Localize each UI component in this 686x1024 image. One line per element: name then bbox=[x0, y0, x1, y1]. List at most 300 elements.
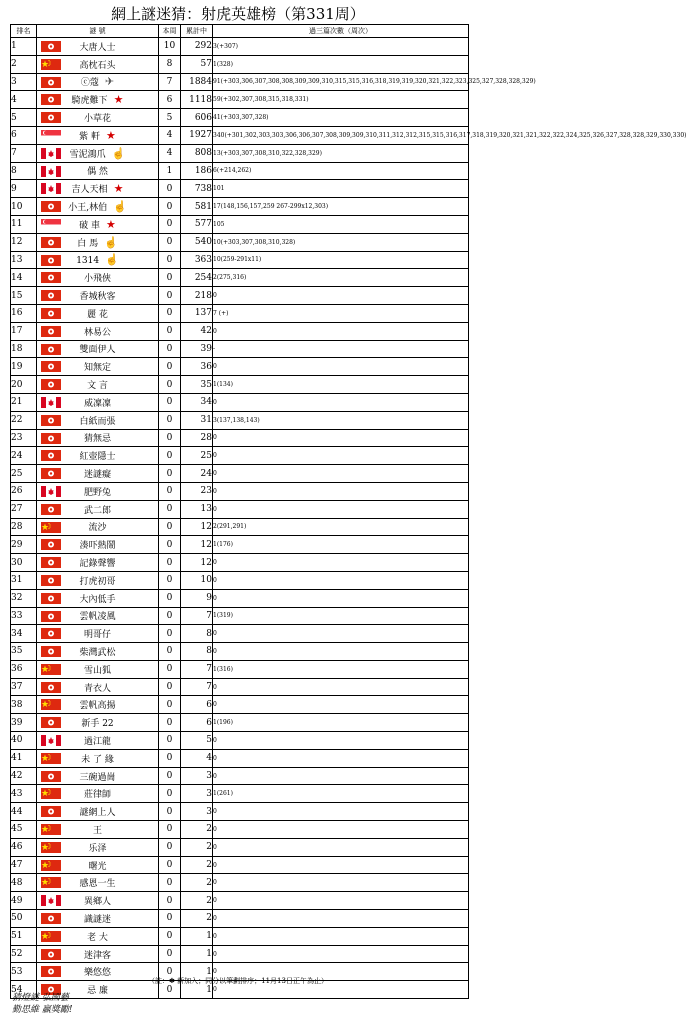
rank-cell: 24 bbox=[11, 447, 37, 465]
total-score-cell: 2 bbox=[181, 874, 213, 892]
player-name: 小飛俠 bbox=[83, 274, 111, 285]
history-cell: 0 bbox=[213, 643, 469, 661]
week-score-cell: 0 bbox=[159, 732, 181, 750]
week-score-cell: 0 bbox=[159, 678, 181, 696]
rank-cell: 29 bbox=[11, 536, 37, 554]
table-row bbox=[11, 198, 469, 216]
history-cell: 0 bbox=[213, 856, 469, 874]
total-score-cell: 738 bbox=[181, 180, 213, 198]
table-row bbox=[11, 251, 469, 269]
player-name: 王 bbox=[92, 825, 102, 836]
player-name: 新手 22 bbox=[81, 719, 114, 730]
rank-cell: 28 bbox=[11, 518, 37, 536]
week-score-cell: 0 bbox=[159, 821, 181, 839]
week-score-cell: 8 bbox=[159, 55, 181, 73]
history-cell: 1(319) bbox=[213, 607, 469, 625]
table-row bbox=[11, 785, 469, 803]
total-score-cell: 8 bbox=[181, 625, 213, 643]
player-name: 流沙 bbox=[88, 523, 107, 534]
rank-cell: 48 bbox=[11, 874, 37, 892]
total-score-cell: 12 bbox=[181, 518, 213, 536]
canada-flag-icon bbox=[41, 895, 61, 906]
header-name: 謎 號 bbox=[37, 25, 159, 38]
table-row bbox=[11, 945, 469, 963]
total-score-cell: 292 bbox=[181, 38, 213, 56]
player-name: 騎虎難下 bbox=[71, 96, 108, 107]
week-score-cell: 0 bbox=[159, 465, 181, 483]
hong-kong-flag-icon bbox=[41, 771, 61, 782]
table-row bbox=[11, 518, 469, 536]
name-cell bbox=[37, 91, 159, 109]
week-score-cell: 0 bbox=[159, 607, 181, 625]
rank-cell: 49 bbox=[11, 892, 37, 910]
name-cell bbox=[37, 429, 159, 447]
table-header-row bbox=[11, 25, 469, 38]
table-row bbox=[11, 340, 469, 358]
hong-kong-flag-icon bbox=[41, 290, 61, 301]
hong-kong-flag-icon bbox=[41, 415, 61, 426]
table-row bbox=[11, 500, 469, 518]
name-cell bbox=[37, 180, 159, 198]
history-cell: 0 bbox=[213, 910, 469, 928]
player-name: 迷津客 bbox=[83, 950, 111, 961]
history-cell: 0 bbox=[213, 945, 469, 963]
history-cell: 0 bbox=[213, 749, 469, 767]
canada-flag-icon bbox=[41, 166, 61, 177]
player-name: 白紙而張 bbox=[79, 416, 116, 427]
week-score-cell: 0 bbox=[159, 803, 181, 821]
history-cell: 6(+214,262) bbox=[213, 162, 469, 180]
name-cell bbox=[37, 109, 159, 127]
name-cell bbox=[37, 198, 159, 216]
player-name: 湊吓熱鬧 bbox=[79, 541, 116, 552]
week-score-cell: 0 bbox=[159, 322, 181, 340]
name-cell bbox=[37, 304, 159, 322]
rank-cell: 6 bbox=[11, 126, 37, 144]
rank-cell: 13 bbox=[11, 251, 37, 269]
hong-kong-flag-icon bbox=[41, 237, 61, 248]
total-score-cell: 13 bbox=[181, 500, 213, 518]
hong-kong-flag-icon bbox=[41, 308, 61, 319]
footnote: （註：✱ 新加入；同分以筆劃排序；11月13日正午為止） bbox=[148, 977, 328, 985]
table-row bbox=[11, 447, 469, 465]
player-name: 紅壺隱士 bbox=[79, 452, 116, 463]
week-score-cell: 0 bbox=[159, 393, 181, 411]
table-row bbox=[11, 660, 469, 678]
name-cell bbox=[37, 162, 159, 180]
total-score-cell: 1 bbox=[181, 963, 213, 981]
player-name: 肥野兔 bbox=[83, 487, 111, 498]
hong-kong-flag-icon bbox=[41, 433, 61, 444]
player-name: 文 言 bbox=[87, 381, 108, 392]
rank-cell: 25 bbox=[11, 465, 37, 483]
week-score-cell: 0 bbox=[159, 910, 181, 928]
name-cell bbox=[37, 821, 159, 839]
total-score-cell: 2 bbox=[181, 856, 213, 874]
hong-kong-flag-icon bbox=[41, 575, 61, 586]
hong-kong-flag-icon bbox=[41, 539, 61, 550]
rank-cell: 54 bbox=[11, 981, 37, 999]
history-cell: 0 bbox=[213, 732, 469, 750]
red-star-icon: ★ bbox=[113, 93, 124, 107]
table-row bbox=[11, 215, 469, 233]
player-name: 雪山狐 bbox=[83, 665, 111, 676]
rank-cell: 5 bbox=[11, 109, 37, 127]
rank-cell: 1 bbox=[11, 38, 37, 56]
total-score-cell: 363 bbox=[181, 251, 213, 269]
name-cell bbox=[37, 785, 159, 803]
week-score-cell: 0 bbox=[159, 304, 181, 322]
player-name: 三碗過崗 bbox=[79, 772, 116, 783]
player-name: 未 了 緣 bbox=[81, 754, 114, 765]
history-cell: 0 bbox=[213, 874, 469, 892]
hand-icon: ☝ bbox=[113, 200, 127, 214]
table-row bbox=[11, 393, 469, 411]
rank-cell: 34 bbox=[11, 625, 37, 643]
rank-cell: 37 bbox=[11, 678, 37, 696]
week-score-cell: 0 bbox=[159, 287, 181, 305]
canada-flag-icon bbox=[41, 148, 61, 159]
hong-kong-flag-icon bbox=[41, 949, 61, 960]
total-score-cell: 606 bbox=[181, 109, 213, 127]
week-score-cell: 0 bbox=[159, 714, 181, 732]
rank-cell: 9 bbox=[11, 180, 37, 198]
rank-cell: 8 bbox=[11, 162, 37, 180]
history-cell: 0 bbox=[213, 625, 469, 643]
singapore-flag-icon bbox=[41, 130, 61, 141]
week-score-cell: 0 bbox=[159, 376, 181, 394]
history-cell: 1(261) bbox=[213, 785, 469, 803]
table-row bbox=[11, 322, 469, 340]
player-name: 乐泽 bbox=[88, 843, 107, 854]
name-cell bbox=[37, 910, 159, 928]
name-cell bbox=[37, 322, 159, 340]
player-name: 麗 花 bbox=[87, 309, 108, 320]
history-cell: 0 bbox=[213, 803, 469, 821]
hong-kong-flag-icon bbox=[41, 272, 61, 283]
header-rank: 排名 bbox=[11, 25, 37, 38]
rank-cell: 26 bbox=[11, 482, 37, 500]
hong-kong-flag-icon bbox=[41, 77, 61, 88]
history-cell: 10(+303,307,308,310,328) bbox=[213, 233, 469, 251]
name-cell bbox=[37, 678, 159, 696]
hong-kong-flag-icon bbox=[41, 913, 61, 924]
name-cell bbox=[37, 215, 159, 233]
hong-kong-flag-icon bbox=[41, 468, 61, 479]
player-name: 猜無忌 bbox=[83, 434, 111, 445]
name-cell bbox=[37, 625, 159, 643]
table-row bbox=[11, 589, 469, 607]
player-name: 武二郎 bbox=[83, 505, 111, 516]
name-cell bbox=[37, 767, 159, 785]
history-cell: 340(+301,302,303,303,306,306,307,308,309,309,310,311,312,312,315,315,316,317,318,319,320,321,321,322,322,324,325,326,327,328,328,329,330,330) bbox=[213, 126, 469, 144]
name-cell bbox=[37, 696, 159, 714]
week-score-cell: 0 bbox=[159, 625, 181, 643]
header-week: 本周 bbox=[159, 25, 181, 38]
player-name: 雙面伊人 bbox=[79, 345, 116, 356]
player-name: 雲帆凌風 bbox=[79, 612, 116, 623]
history-cell: 0 bbox=[213, 447, 469, 465]
player-name: 雲帆高揚 bbox=[79, 701, 116, 712]
history-cell: 10(259-291x11) bbox=[213, 251, 469, 269]
player-name: 識謎迷 bbox=[83, 914, 111, 925]
total-score-cell: 25 bbox=[181, 447, 213, 465]
player-name: 明哥仔 bbox=[83, 630, 111, 641]
name-cell bbox=[37, 838, 159, 856]
total-score-cell: 254 bbox=[181, 269, 213, 287]
hong-kong-flag-icon bbox=[41, 646, 61, 657]
player-name: 大唐人士 bbox=[79, 42, 116, 53]
rank-cell: 4 bbox=[11, 91, 37, 109]
rank-cell: 45 bbox=[11, 821, 37, 839]
table-row bbox=[11, 678, 469, 696]
hand-icon: ☝ bbox=[111, 146, 126, 160]
rank-cell: 16 bbox=[11, 304, 37, 322]
history-cell: 105 bbox=[213, 215, 469, 233]
china-flag-icon bbox=[41, 699, 61, 710]
total-score-cell: 2 bbox=[181, 821, 213, 839]
total-score-cell: 34 bbox=[181, 393, 213, 411]
week-score-cell: 4 bbox=[159, 126, 181, 144]
name-cell bbox=[37, 571, 159, 589]
history-cell: 3(+307) bbox=[213, 38, 469, 56]
canada-flag-icon bbox=[41, 397, 61, 408]
rank-cell: 3 bbox=[11, 73, 37, 91]
china-flag-icon bbox=[41, 860, 61, 871]
name-cell bbox=[37, 518, 159, 536]
total-score-cell: 31 bbox=[181, 411, 213, 429]
name-cell bbox=[37, 874, 159, 892]
table-row bbox=[11, 803, 469, 821]
name-cell bbox=[37, 643, 159, 661]
rank-cell: 43 bbox=[11, 785, 37, 803]
rank-cell: 19 bbox=[11, 358, 37, 376]
name-cell bbox=[37, 500, 159, 518]
table-row bbox=[11, 55, 469, 73]
table-row bbox=[11, 714, 469, 732]
name-cell bbox=[37, 251, 159, 269]
table-row bbox=[11, 162, 469, 180]
total-score-cell: 6 bbox=[181, 714, 213, 732]
player-name: ⓒ蔻 bbox=[80, 78, 99, 89]
total-score-cell: 28 bbox=[181, 429, 213, 447]
table-row bbox=[11, 732, 469, 750]
table-row bbox=[11, 287, 469, 305]
player-name: 莊律師 bbox=[83, 790, 111, 801]
week-score-cell: 0 bbox=[159, 749, 181, 767]
total-score-cell: 4 bbox=[181, 749, 213, 767]
history-cell: 41(+303,307,328) bbox=[213, 109, 469, 127]
player-name: 白 馬 bbox=[77, 238, 99, 249]
hand-icon: ☝ bbox=[104, 235, 118, 249]
history-cell: 3(137,138,143) bbox=[213, 411, 469, 429]
total-score-cell: 7 bbox=[181, 607, 213, 625]
china-flag-icon bbox=[41, 877, 61, 888]
history-cell: 0 bbox=[213, 981, 469, 999]
total-score-cell: 35 bbox=[181, 376, 213, 394]
hong-kong-flag-icon bbox=[41, 255, 61, 266]
player-name: 香城秋客 bbox=[79, 292, 116, 303]
total-score-cell: 1118 bbox=[181, 91, 213, 109]
table-row bbox=[11, 91, 469, 109]
hong-kong-flag-icon bbox=[41, 41, 61, 52]
rank-cell: 41 bbox=[11, 749, 37, 767]
player-name: 謎網上人 bbox=[79, 808, 116, 819]
week-score-cell: 0 bbox=[159, 518, 181, 536]
player-name: 小王,林伯 bbox=[68, 203, 108, 214]
name-cell bbox=[37, 927, 159, 945]
hong-kong-flag-icon bbox=[41, 806, 61, 817]
week-score-cell: 0 bbox=[159, 554, 181, 572]
week-score-cell: 0 bbox=[159, 767, 181, 785]
total-score-cell: 12 bbox=[181, 554, 213, 572]
table-row bbox=[11, 304, 469, 322]
history-cell: 0 bbox=[213, 767, 469, 785]
total-score-cell: 1 bbox=[181, 945, 213, 963]
player-name: 迷謎癡 bbox=[83, 470, 111, 481]
table-row bbox=[11, 874, 469, 892]
history-cell: 1(176) bbox=[213, 536, 469, 554]
week-score-cell: 0 bbox=[159, 215, 181, 233]
week-score-cell: 0 bbox=[159, 340, 181, 358]
table-row bbox=[11, 927, 469, 945]
rank-cell: 51 bbox=[11, 927, 37, 945]
history-cell: 0 bbox=[213, 322, 469, 340]
history-cell: 0 bbox=[213, 429, 469, 447]
rank-cell: 12 bbox=[11, 233, 37, 251]
rank-cell: 46 bbox=[11, 838, 37, 856]
total-score-cell: 12 bbox=[181, 536, 213, 554]
name-cell bbox=[37, 892, 159, 910]
week-score-cell: 0 bbox=[159, 892, 181, 910]
total-score-cell: 10 bbox=[181, 571, 213, 589]
week-score-cell: 0 bbox=[159, 696, 181, 714]
week-score-cell: 0 bbox=[159, 482, 181, 500]
history-cell: 59(+302,307,308,315,318,331) bbox=[213, 91, 469, 109]
total-score-cell: 36 bbox=[181, 358, 213, 376]
red-star-icon: ★ bbox=[113, 182, 124, 196]
history-cell: 1(196) bbox=[213, 714, 469, 732]
name-cell bbox=[37, 269, 159, 287]
rank-cell: 20 bbox=[11, 376, 37, 394]
canada-flag-icon bbox=[41, 183, 61, 194]
table-row bbox=[11, 73, 469, 91]
name-cell bbox=[37, 945, 159, 963]
ranking-table bbox=[10, 24, 686, 999]
week-score-cell: 0 bbox=[159, 589, 181, 607]
history-cell: 0 bbox=[213, 838, 469, 856]
hong-kong-flag-icon bbox=[41, 379, 61, 390]
player-name: 破 車 bbox=[79, 220, 100, 231]
history-cell: 91(+303,306,307,308,308,309,309,310,315,315,316,318,319,319,320,321,322,323,325,327,328,328,329) bbox=[213, 73, 469, 91]
history-cell: 0 bbox=[213, 482, 469, 500]
name-cell bbox=[37, 732, 159, 750]
hong-kong-flag-icon bbox=[41, 94, 61, 105]
china-flag-icon bbox=[41, 931, 61, 942]
table-row bbox=[11, 910, 469, 928]
player-name: 感恩一生 bbox=[79, 879, 116, 890]
player-name: 青衣人 bbox=[83, 683, 111, 694]
table-row bbox=[11, 358, 469, 376]
week-score-cell: 0 bbox=[159, 447, 181, 465]
history-cell: 0 bbox=[213, 892, 469, 910]
rank-cell: 47 bbox=[11, 856, 37, 874]
name-cell bbox=[37, 55, 159, 73]
total-score-cell: 2 bbox=[181, 910, 213, 928]
table-row bbox=[11, 821, 469, 839]
player-name: 紫 軒 bbox=[79, 131, 100, 142]
rocket-icon: ✈ bbox=[104, 75, 115, 89]
player-name: 雪泥鴻爪 bbox=[69, 149, 106, 160]
china-flag-icon bbox=[41, 59, 61, 70]
hand-icon: ☝ bbox=[105, 253, 119, 267]
total-score-cell: 24 bbox=[181, 465, 213, 483]
table-row bbox=[11, 625, 469, 643]
week-score-cell: 0 bbox=[159, 963, 181, 981]
week-score-cell: 4 bbox=[159, 144, 181, 162]
name-cell bbox=[37, 660, 159, 678]
rank-cell: 2 bbox=[11, 55, 37, 73]
total-score-cell: 808 bbox=[181, 144, 213, 162]
table-row bbox=[11, 429, 469, 447]
name-cell bbox=[37, 287, 159, 305]
rank-cell: 23 bbox=[11, 429, 37, 447]
total-score-cell: 540 bbox=[181, 233, 213, 251]
rank-cell: 33 bbox=[11, 607, 37, 625]
week-score-cell: 0 bbox=[159, 927, 181, 945]
total-score-cell: 9 bbox=[181, 589, 213, 607]
name-cell bbox=[37, 749, 159, 767]
rank-cell: 38 bbox=[11, 696, 37, 714]
rank-cell: 27 bbox=[11, 500, 37, 518]
total-score-cell: 2 bbox=[181, 892, 213, 910]
rank-cell: 7 bbox=[11, 144, 37, 162]
week-score-cell: 0 bbox=[159, 536, 181, 554]
china-flag-icon bbox=[41, 522, 61, 533]
name-cell bbox=[37, 73, 159, 91]
week-score-cell: 0 bbox=[159, 981, 181, 999]
canada-flag-icon bbox=[41, 735, 61, 746]
name-cell bbox=[37, 536, 159, 554]
rank-cell: 22 bbox=[11, 411, 37, 429]
history-cell: 0 bbox=[213, 589, 469, 607]
table-row bbox=[11, 465, 469, 483]
table-row bbox=[11, 269, 469, 287]
name-cell bbox=[37, 38, 159, 56]
header-total: 累計中 bbox=[181, 25, 213, 38]
table-row bbox=[11, 144, 469, 162]
history-cell: 0 bbox=[213, 465, 469, 483]
total-score-cell: 7 bbox=[181, 678, 213, 696]
rank-cell: 11 bbox=[11, 215, 37, 233]
rank-cell: 15 bbox=[11, 287, 37, 305]
page-title: 網上謎迷猜：射虎英雄榜（第331周） bbox=[111, 5, 365, 23]
player-name: 林易公 bbox=[83, 327, 111, 338]
rank-cell: 31 bbox=[11, 571, 37, 589]
rank-cell: 42 bbox=[11, 767, 37, 785]
week-score-cell: 6 bbox=[159, 91, 181, 109]
player-name: 樂悠悠 bbox=[83, 968, 111, 979]
china-flag-icon bbox=[41, 788, 61, 799]
rank-cell: 21 bbox=[11, 393, 37, 411]
total-score-cell: 39 bbox=[181, 340, 213, 358]
table-row bbox=[11, 749, 469, 767]
total-score-cell: 8 bbox=[181, 643, 213, 661]
total-score-cell: 581 bbox=[181, 198, 213, 216]
hong-kong-flag-icon bbox=[41, 450, 61, 461]
rank-cell: 14 bbox=[11, 269, 37, 287]
week-score-cell: 0 bbox=[159, 856, 181, 874]
